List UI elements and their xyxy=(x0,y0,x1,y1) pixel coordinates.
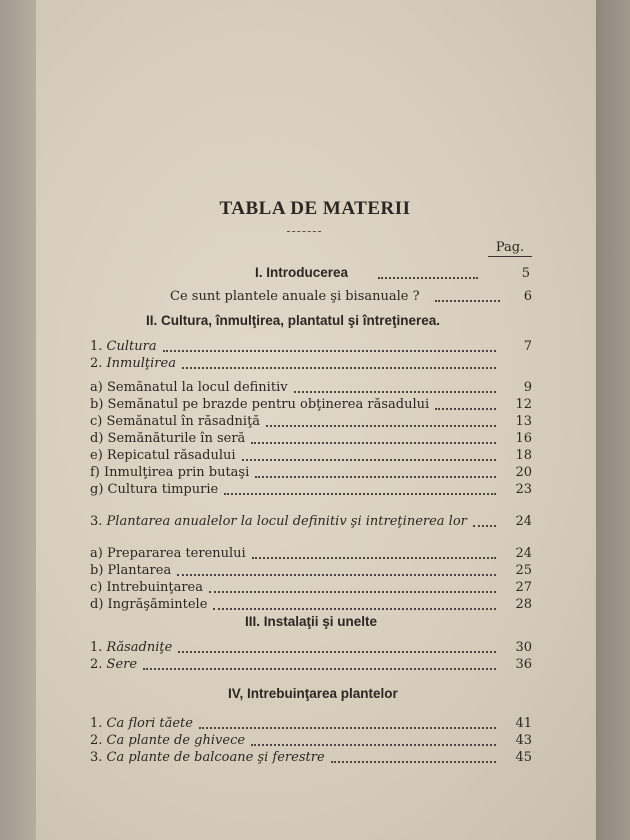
toc-leader-dots xyxy=(242,455,496,461)
toc-entry-number: c) xyxy=(90,414,103,429)
toc-entry xyxy=(170,289,532,307)
toc-entry-text: Răsadniţe xyxy=(106,640,173,655)
toc-entry xyxy=(90,546,532,564)
toc-leader-dots xyxy=(213,604,496,610)
book-spine-shadow xyxy=(0,0,36,840)
toc-entry-number: 3. xyxy=(90,750,103,765)
toc-page-number: 23 xyxy=(515,482,532,497)
toc-entry xyxy=(90,431,532,449)
toc-leader-dots xyxy=(163,346,496,352)
toc-entry-label xyxy=(90,580,203,595)
toc-entry-text: Ca plante de balcoane şi ferestre xyxy=(106,750,325,765)
toc-page-number: 45 xyxy=(515,750,532,765)
toc-entry-label xyxy=(90,597,207,612)
toc-entry-text: Ingrăşămintele xyxy=(107,597,208,612)
toc-page-number: 7 xyxy=(523,339,532,354)
toc-entry-number: 2. xyxy=(90,657,103,672)
toc-entry-text: Ca plante de ghivece xyxy=(106,733,246,748)
toc-entry xyxy=(90,640,532,658)
toc-entry-text: Cultura timpurie xyxy=(107,482,219,497)
toc-page-number: 30 xyxy=(515,640,532,655)
toc-entry xyxy=(90,597,532,615)
toc-page-number: 16 xyxy=(515,431,532,446)
toc-entry-text: Intrebuinţarea xyxy=(106,580,203,595)
toc-entry-label xyxy=(90,397,429,412)
toc-entry-text: Semănatul în răsadniţă xyxy=(106,414,261,429)
toc-entry-label xyxy=(90,380,288,395)
toc-entry-number: e) xyxy=(90,448,103,463)
toc-entry-text: Plantarea anualelor la locul definitiv şi intreţinerea lor xyxy=(106,514,467,529)
page-edge-shadow xyxy=(596,0,630,840)
toc-page-number: 36 xyxy=(515,657,532,672)
section-heading-instalatii: III. Instalaţii şi unelte xyxy=(245,614,378,629)
toc-entry-text: Plantarea xyxy=(107,563,172,578)
page-title: TABLA DE MATERII xyxy=(219,198,411,219)
toc-entry-number: g) xyxy=(90,482,104,497)
toc-leader-dots xyxy=(294,387,496,393)
toc-entry-label xyxy=(90,514,467,529)
toc-entry-text: Inmulţirea prin butaşi xyxy=(104,465,250,480)
toc-leader-dots xyxy=(331,757,496,763)
toc-page-number: 12 xyxy=(515,397,532,412)
toc-entry-number: b) xyxy=(90,563,104,578)
toc-entry-number: 1. xyxy=(90,640,103,655)
toc-page-number: 27 xyxy=(515,580,532,595)
toc-entry xyxy=(90,356,532,374)
toc-page-number: 13 xyxy=(515,414,532,429)
toc-entry-number: d) xyxy=(90,431,104,446)
toc-entry-label xyxy=(90,356,176,371)
toc-entry xyxy=(90,657,532,675)
toc-entry-label xyxy=(90,716,193,731)
toc-entry-number: c) xyxy=(90,580,103,595)
toc-entry xyxy=(90,397,532,415)
toc-leader-dots xyxy=(182,363,496,369)
toc-entry-label xyxy=(90,733,245,748)
toc-entry-label xyxy=(90,339,157,354)
toc-entry xyxy=(90,414,532,432)
toc-page-number: 43 xyxy=(515,733,532,748)
toc-entry-number: f) xyxy=(90,465,100,480)
section-heading-introducerea: I. Introducerea xyxy=(255,265,349,280)
toc-leader-dots xyxy=(209,587,496,593)
toc-leader-dots xyxy=(178,647,496,653)
toc-entry xyxy=(90,580,532,598)
toc-leader-dots xyxy=(252,553,496,559)
toc-page-number: 24 xyxy=(515,546,532,561)
toc-page-number: 24 xyxy=(515,514,532,529)
toc-page-number: 25 xyxy=(515,563,532,578)
toc-entry-number: 2. xyxy=(90,733,103,748)
page-column-header: Pag. xyxy=(488,240,532,257)
section-heading-cultura: II. Cultura, înmulţirea, plantatul şi întreţinerea. xyxy=(146,313,441,328)
toc-dots-row xyxy=(370,266,532,284)
toc-entry xyxy=(90,750,532,768)
toc-leader-dots xyxy=(224,489,496,495)
toc-leader-dots xyxy=(435,404,496,410)
toc-entry-label xyxy=(90,563,171,578)
toc-entry xyxy=(90,733,532,751)
toc-entry-number: 1. xyxy=(90,716,103,731)
toc-page-number: 18 xyxy=(515,448,532,463)
toc-leader-dots xyxy=(143,664,496,670)
toc-entry-number: 3. xyxy=(90,514,103,529)
toc-entry-label xyxy=(90,465,249,480)
toc-entry xyxy=(90,380,532,398)
toc-leader-dots xyxy=(473,521,496,527)
toc-entry-label xyxy=(90,482,218,497)
toc-entry xyxy=(90,716,532,734)
title-divider xyxy=(287,231,321,232)
toc-entry-label xyxy=(90,431,245,446)
section-heading-intrebuintarea: IV, Intrebuinţarea plantelor xyxy=(228,686,398,701)
toc-entry-text: Ca flori tăete xyxy=(106,716,193,731)
toc-entry-number: a) xyxy=(90,380,103,395)
toc-entry-text: Prepararea terenului xyxy=(106,546,246,561)
toc-entry-number: d) xyxy=(90,597,104,612)
toc-leader-dots xyxy=(199,723,496,729)
toc-entry-number: 2. xyxy=(90,356,103,371)
toc-leader-dots xyxy=(251,438,496,444)
toc-entry xyxy=(90,563,532,581)
toc-leader-dots xyxy=(177,570,496,576)
toc-leader-dots xyxy=(251,740,496,746)
toc-entry-text: Semănatul pe brazde pentru obţinerea răsadului xyxy=(107,397,430,412)
toc-entry-text: Semănatul la locul definitiv xyxy=(106,380,288,395)
toc-page-number: 5 xyxy=(521,266,530,281)
toc-entry-label: Ce sunt plantele anuale şi bisanuale ? xyxy=(170,289,420,304)
toc-entry-label xyxy=(90,414,260,429)
toc-entry-text: Inmulţirea xyxy=(106,356,176,371)
toc-entry xyxy=(90,339,532,357)
toc-entry-label xyxy=(90,546,246,561)
toc-page-number: 6 xyxy=(523,289,532,304)
toc-entry-label xyxy=(90,640,172,655)
toc-page-number: 9 xyxy=(523,380,532,395)
toc-entry-number: a) xyxy=(90,546,103,561)
toc-entry xyxy=(90,465,532,483)
toc-entry xyxy=(90,448,532,466)
toc-page-number: 20 xyxy=(515,465,532,480)
toc-entry-number: 1. xyxy=(90,339,103,354)
toc-entry xyxy=(90,482,532,500)
toc-entry-label xyxy=(90,750,325,765)
toc-entry xyxy=(90,514,532,532)
toc-page-number: 28 xyxy=(515,597,532,612)
toc-entry-text: Cultura xyxy=(106,339,157,354)
toc-entry-text: Sere xyxy=(106,657,138,672)
toc-entry-text: Semănăturile în seră xyxy=(107,431,246,446)
toc-entry-label xyxy=(90,657,137,672)
toc-page-number: 41 xyxy=(515,716,532,731)
toc-entry-label xyxy=(90,448,236,463)
toc-leader-dots xyxy=(255,472,496,478)
toc-entry-text: Repicatul răsadului xyxy=(106,448,236,463)
toc-leader-dots xyxy=(266,421,496,427)
toc-entry-number: b) xyxy=(90,397,104,412)
